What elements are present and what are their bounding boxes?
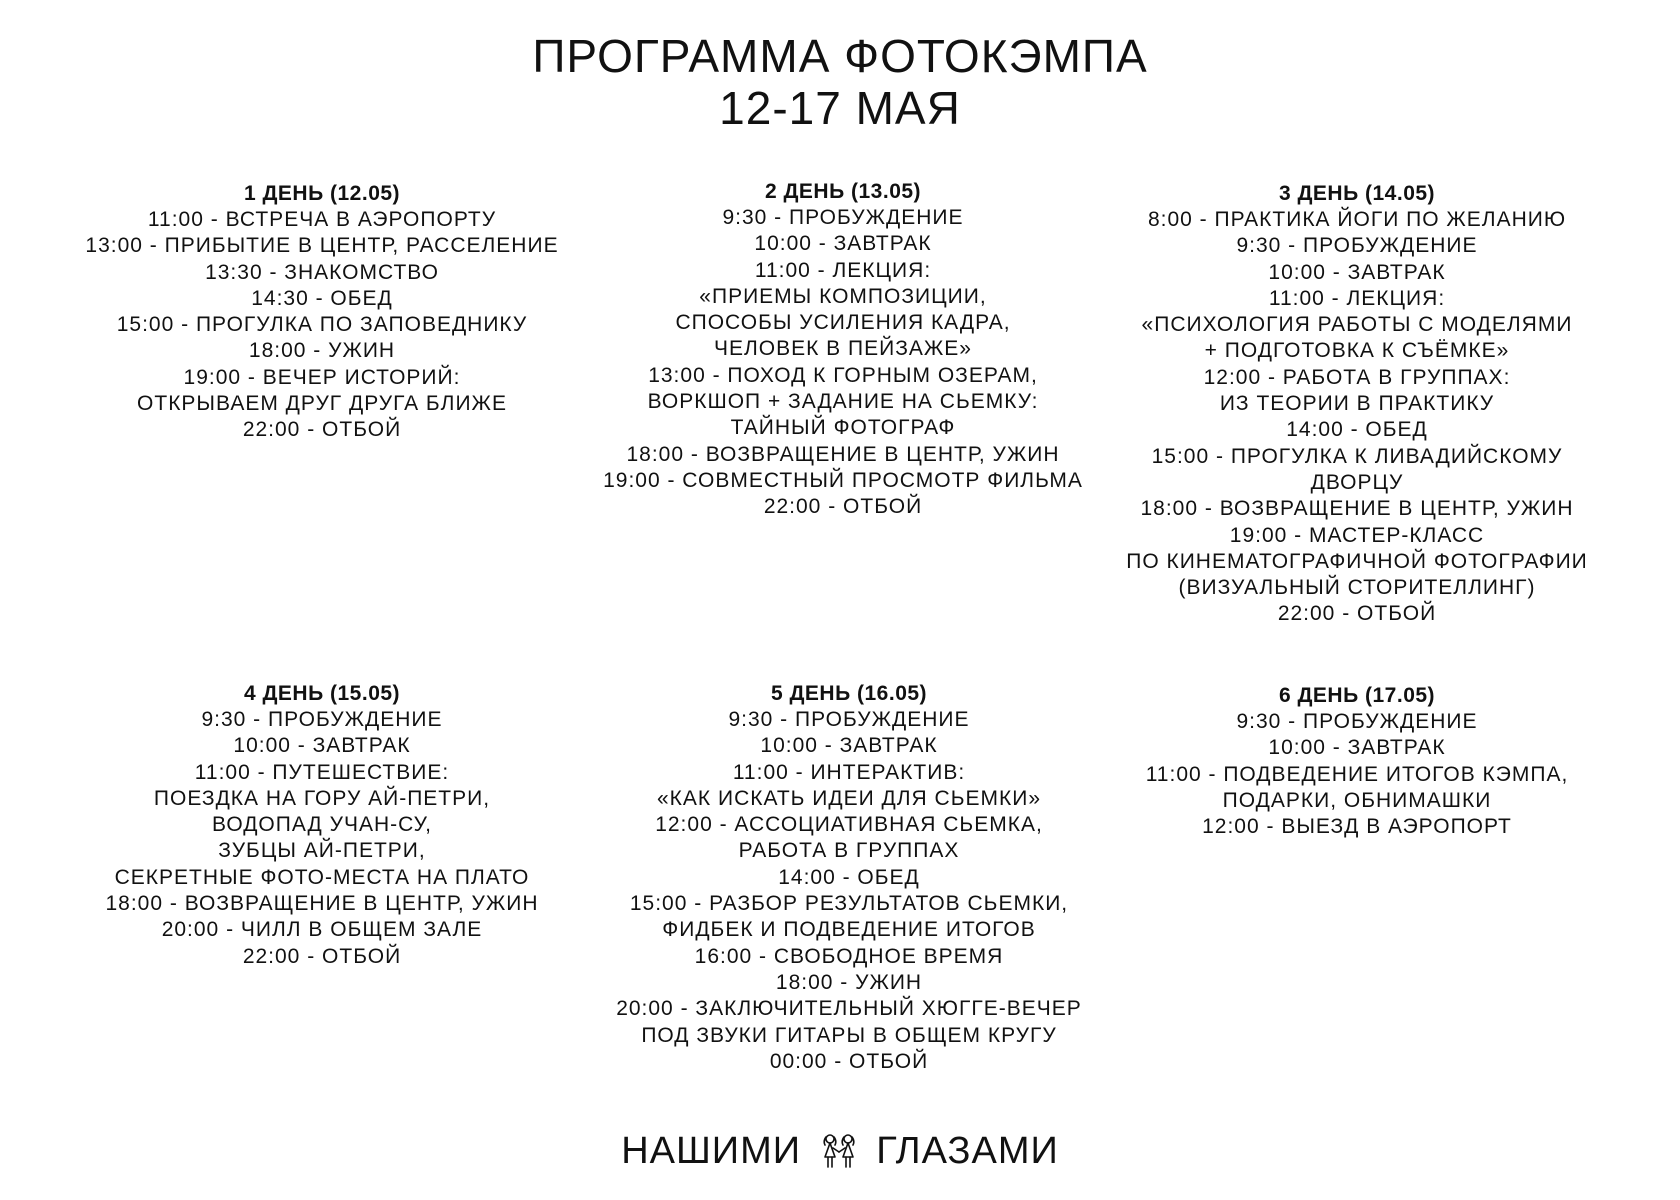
day-heading: 1 ДЕНЬ (12.05) — [243, 182, 401, 205]
day-lines — [1097, 207, 1617, 628]
schedule-line: ЧЕЛОВЕК В ПЕЙЗАЖЕ» — [713, 337, 972, 361]
schedule-line: 19:00 - ВЕЧЕР ИСТОРИЙ: — [183, 365, 461, 389]
day-lines — [589, 707, 1109, 1075]
schedule-line: ВОДОПАД УЧАН-СУ, — [212, 813, 432, 837]
schedule-line: (ВИЗУАЛЬНЫЙ СТОРИТЕЛЛИНГ) — [1178, 576, 1536, 600]
two-girls-logo-icon — [817, 1131, 861, 1171]
schedule-line: 18:00 - ВОЗВРАЩЕНИЕ В ЦЕНТР, УЖИН — [626, 442, 1060, 466]
day-heading: 4 ДЕНЬ (15.05) — [243, 682, 401, 705]
schedule-line: 18:00 - ВОЗВРАЩЕНИЕ В ЦЕНТР, УЖИН — [105, 892, 539, 916]
schedule-line: 18:00 - УЖИН — [775, 970, 923, 994]
schedule-line: «ПСИХОЛОГИЯ РАБОТЫ С МОДЕЛЯМИ — [1141, 313, 1573, 337]
day-3-schedule — [1097, 180, 1617, 628]
page-title — [0, 30, 1680, 134]
day-6-schedule — [1097, 682, 1617, 840]
schedule-line: 15:00 - ПРОГУЛКА К ЛИВАДИЙСКОМУ — [1151, 444, 1563, 468]
schedule-line: 12:00 - ВЫЕЗД В АЭРОПОРТ — [1202, 815, 1512, 839]
schedule-line: 20:00 - ЧИЛЛ В ОБЩЕМ ЗАЛЕ — [161, 918, 483, 942]
schedule-line: 11:00 - ИНТЕРАКТИВ: — [732, 760, 966, 784]
schedule-line: 9:30 - ПРОБУЖДЕНИЕ — [722, 206, 964, 229]
schedule-line: 13:30 - ЗНАКОМСТВО — [205, 260, 439, 284]
schedule-line: ПОД ЗВУКИ ГИТАРЫ В ОБЩЕМ КРУГУ — [641, 1023, 1057, 1047]
day-heading: 6 ДЕНЬ (17.05) — [1278, 684, 1436, 707]
schedule-line: 14:30 - ОБЕД — [251, 286, 393, 310]
schedule-line: 9:30 - ПРОБУЖДЕНИЕ — [1236, 234, 1478, 258]
schedule-line: ДВОРЦУ — [1310, 470, 1404, 494]
schedule-line: «ПРИЕМЫ КОМПОЗИЦИИ, — [699, 284, 987, 308]
schedule-line: + ПОДГОТОВКА К СЪЁМКЕ» — [1204, 339, 1510, 363]
logo-text-right: ГЛАЗАМИ — [876, 1129, 1059, 1172]
brand-logo — [0, 1126, 1680, 1174]
day-lines — [62, 207, 582, 444]
day-lines — [62, 707, 582, 970]
schedule-line: 13:00 - ПРИБЫТИЕ В ЦЕНТР, РАССЕЛЕНИЕ — [85, 234, 559, 258]
day-heading: 2 ДЕНЬ (13.05) — [764, 180, 922, 203]
schedule-line: ИЗ ТЕОРИИ В ПРАКТИКУ — [1219, 392, 1495, 416]
schedule-line: 20:00 - ЗАКЛЮЧИТЕЛЬНЫЙ ХЮГГЕ-ВЕЧЕР — [616, 997, 1082, 1021]
schedule-line: 10:00 - ЗАВТРАК — [754, 232, 932, 256]
schedule-line: «КАК ИСКАТЬ ИДЕИ ДЛЯ СЬЕМКИ» — [657, 786, 1041, 810]
day-lines — [583, 205, 1103, 521]
schedule-line: ТАЙНЫЙ ФОТОГРАФ — [730, 416, 956, 440]
day-2-schedule — [583, 178, 1103, 521]
schedule-line: 11:00 - ПОДВЕДЕНИЕ ИТОГОВ КЭМПА, — [1145, 762, 1569, 786]
schedule-line: 9:30 - ПРОБУЖДЕНИЕ — [1236, 710, 1478, 733]
schedule-line: 11:00 - ЛЕКЦИЯ: — [1268, 286, 1446, 310]
schedule-line: 18:00 - УЖИН — [248, 339, 396, 363]
schedule-line: РАБОТА В ГРУППАХ — [738, 839, 960, 863]
schedule-line: ПО КИНЕМАТОГРАФИЧНОЙ ФОТОГРАФИИ — [1126, 549, 1588, 573]
schedule-line: 13:00 - ПОХОД К ГОРНЫМ ОЗЕРАМ, — [648, 363, 1038, 387]
schedule-line: ПОЕЗДКА НА ГОРУ АЙ-ПЕТРИ, — [153, 786, 491, 810]
schedule-line: ЗУБЦЫ АЙ-ПЕТРИ, — [218, 839, 426, 863]
day-heading: 3 ДЕНЬ (14.05) — [1278, 182, 1436, 205]
schedule-line: СПОСОБЫ УСИЛЕНИЯ КАДРА, — [675, 311, 1011, 335]
day-heading: 5 ДЕНЬ (16.05) — [770, 682, 928, 705]
schedule-line: 11:00 - ПУТЕШЕСТВИЕ: — [194, 760, 450, 784]
schedule-line: 12:00 - РАБОТА В ГРУППАХ: — [1203, 365, 1511, 389]
title-line-2: 12-17 МАЯ — [719, 82, 961, 134]
schedule-line: 22:00 - ОТБОЙ — [242, 944, 402, 968]
schedule-line: ФИДБЕК И ПОДВЕДЕНИЕ ИТОГОВ — [662, 918, 1036, 942]
schedule-line: 18:00 - ВОЗВРАЩЕНИЕ В ЦЕНТР, УЖИН — [1140, 497, 1574, 521]
schedule-line: 19:00 - СОВМЕСТНЫЙ ПРОСМОТР ФИЛЬМА — [603, 468, 1083, 492]
schedule-line: ОТКРЫВАЕМ ДРУГ ДРУГА БЛИЖЕ — [137, 392, 507, 416]
schedule-line: 9:30 - ПРОБУЖДЕНИЕ — [201, 708, 443, 731]
schedule-line: 10:00 - ЗАВТРАК — [1268, 736, 1446, 760]
schedule-line: СЕКРЕТНЫЕ ФОТО-МЕСТА НА ПЛАТО — [114, 865, 530, 889]
day-4-schedule — [62, 680, 582, 970]
schedule-line: ВОРКШОП + ЗАДАНИЕ НА СЬЕМКУ: — [647, 390, 1039, 414]
schedule-line: 14:00 - ОБЕД — [1286, 418, 1428, 442]
schedule-line: 12:00 - АССОЦИАТИВНАЯ СЬЕМКА, — [655, 813, 1043, 837]
schedule-line: 10:00 - ЗАВТРАК — [760, 734, 938, 758]
title-line-1: ПРОГРАММА ФОТОКЭМПА — [532, 30, 1148, 82]
schedule-line: 19:00 - МАСТЕР-КЛАСС — [1229, 523, 1485, 547]
day-1-schedule — [62, 180, 582, 444]
schedule-line: 11:00 - ЛЕКЦИЯ: — [754, 258, 932, 282]
schedule-line: 10:00 - ЗАВТРАК — [233, 734, 411, 758]
schedule-line: 15:00 - ПРОГУЛКА ПО ЗАПОВЕДНИКУ — [116, 313, 528, 337]
schedule-line: ПОДАРКИ, ОБНИМАШКИ — [1222, 788, 1492, 812]
logo-text-left: НАШИМИ — [621, 1129, 802, 1172]
schedule-line: 10:00 - ЗАВТРАК — [1268, 260, 1446, 284]
schedule-line: 14:00 - ОБЕД — [778, 865, 920, 889]
schedule-line: 00:00 - ОТБОЙ — [769, 1049, 929, 1073]
schedule-line: 9:30 - ПРОБУЖДЕНИЕ — [728, 708, 970, 731]
day-5-schedule — [589, 680, 1109, 1075]
schedule-line: 8:00 - ПРАКТИКА ЙОГИ ПО ЖЕЛАНИЮ — [1147, 208, 1567, 231]
schedule-line: 16:00 - СВОБОДНОЕ ВРЕМЯ — [694, 944, 1004, 968]
schedule-line: 22:00 - ОТБОЙ — [1277, 602, 1437, 626]
schedule-line: 22:00 - ОТБОЙ — [242, 418, 402, 442]
schedule-line: 11:00 - ВСТРЕЧА В АЭРОПОРТУ — [147, 208, 497, 231]
schedule-line: 15:00 - РАЗБОР РЕЗУЛЬТАТОВ СЬЕМКИ, — [629, 892, 1069, 916]
day-lines — [1097, 709, 1617, 840]
schedule-line: 22:00 - ОТБОЙ — [763, 495, 923, 519]
